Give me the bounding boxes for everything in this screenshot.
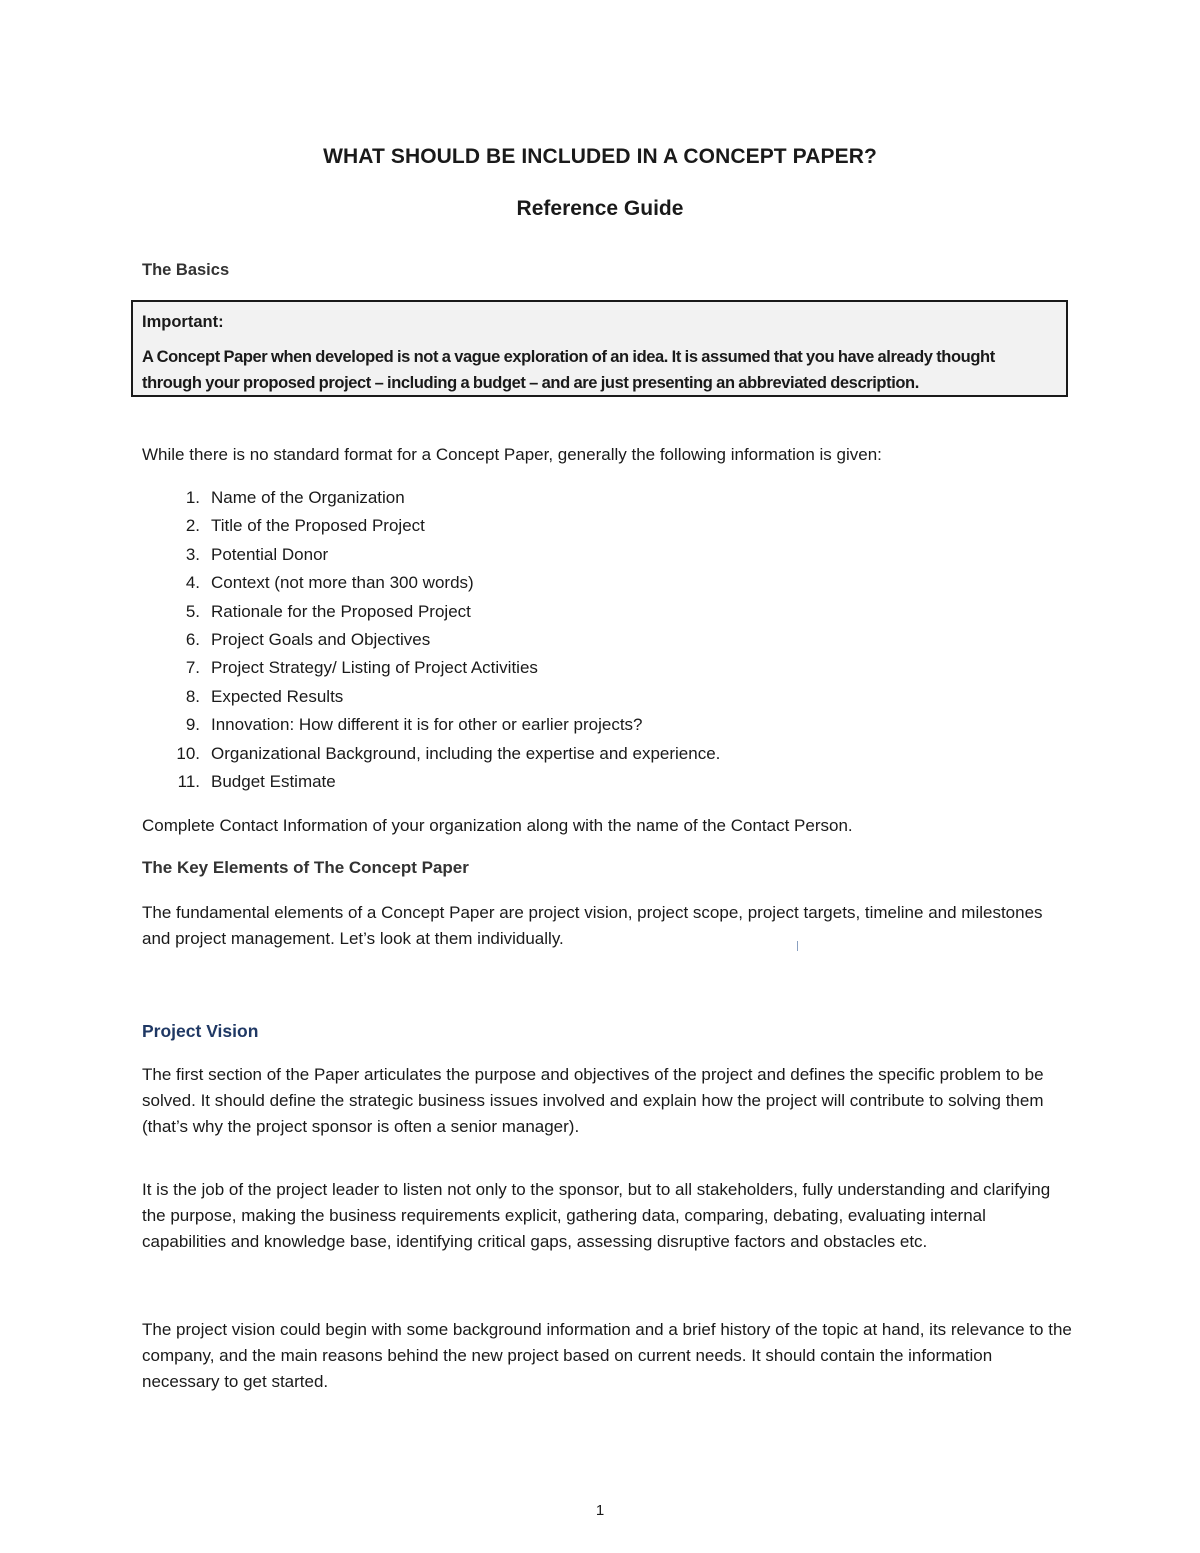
list-item [142,683,1072,711]
page-number: 1 [595,1502,605,1519]
list-item-text: Innovation: How different it is for other or earlier projects? [211,715,643,735]
list-item-text: Potential Donor [211,544,329,564]
key-elements-heading: The Key Elements of The Concept Paper [142,858,469,877]
list-item [142,512,1072,540]
list-item [142,569,1072,597]
information-list [142,484,1072,796]
list-item-number: 11. [177,771,200,791]
fundamental-paragraph: The fundamental elements of a Concept Paper are project vision, project scope, project targets, timeline and milestones and project management. Let’s look at them individually. [142,903,1043,948]
list-item-text: Organizational Background, including the expertise and experience. [211,743,721,763]
vision-paragraph: It is the job of the project leader to listen not only to the sponsor, but to all stakeholders, fully understanding and clarifying the purpose, making the business requirements explicit, gathering data, comparing, debating, evaluating internal capabilities and knowledge base, identifying critical gaps, assessing disruptive factors and obstacles etc. [142,1180,1051,1251]
vision-paragraph: The project vision could begin with some background information and a brief history of the topic at hand, its relevance to the company, and the main reasons behind the new project based on current needs. It should contain the information necessary to get started. [142,1320,1072,1391]
list-item-text: Title of the Proposed Project [211,516,425,536]
vision-paragraph: The first section of the Paper articulates the purpose and objectives of the project and defines the specific problem to be solved. It should define the strategic business issues involved and explain how the project will contribute to solving them (that’s why the project sponsor is often a senior manager). [142,1065,1044,1136]
list-item [142,484,1072,512]
list-item [142,711,1072,739]
list-item [142,654,1072,682]
list-item [142,598,1072,626]
list-item [142,768,1072,796]
list-item-number: 6. [185,629,200,649]
list-item-number: 10. [176,743,200,763]
list-item-number: 4. [185,573,200,593]
list-item-text: Expected Results [211,686,344,706]
list-item-number: 2. [185,516,200,536]
list-item-number: 5. [185,601,200,621]
contact-paragraph: Complete Contact Information of your organization along with the name of the Contact Person. [142,816,853,835]
list-item [142,541,1072,569]
intro-paragraph: While there is no standard format for a Concept Paper, generally the following information is given: [142,445,882,464]
project-vision-heading: Project Vision [142,1021,259,1041]
list-item [142,626,1072,654]
list-item-number: 7. [185,658,200,678]
list-item-text: Name of the Organization [211,488,405,507]
list-item-text: Context (not more than 300 words) [211,573,474,593]
document-subtitle: Reference Guide [516,197,684,220]
cursor-mark [797,941,798,951]
basics-heading: The Basics [142,261,230,279]
notice-body: A Concept Paper when developed is not a vague exploration of an idea. It is assumed that you have already thought through your proposed project – including a budget – and are just presenting an abbreviated description. [142,348,995,392]
list-item [142,740,1072,768]
document-title: WHAT SHOULD BE INCLUDED IN A CONCEPT PAPER? [323,145,877,168]
list-item-number: 9. [185,715,200,735]
list-item-number: 1. [185,488,200,507]
important-notice-box [131,300,1068,397]
list-item-text: Rationale for the Proposed Project [211,601,471,621]
list-item-text: Budget Estimate [211,771,336,791]
list-item-text: Project Goals and Objectives [211,629,431,649]
list-item-text: Project Strategy/ Listing of Project Activities [211,658,538,678]
notice-heading: Important: [142,313,224,331]
list-item-number: 3. [185,544,200,564]
list-item-number: 8. [185,686,200,706]
